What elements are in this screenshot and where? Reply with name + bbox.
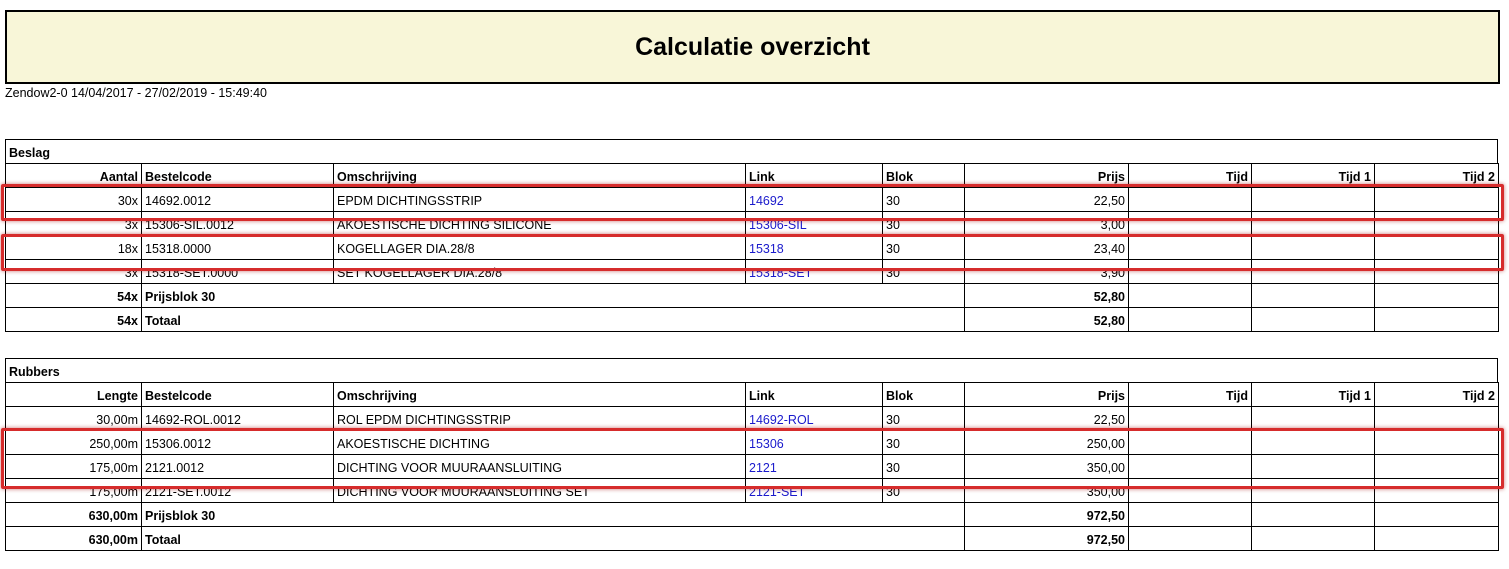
cell-tijd-2 — [1375, 260, 1499, 284]
cell-omschrijving: SET KOGELLAGER DIA.28/8 — [334, 260, 746, 284]
table-row — [6, 407, 1499, 431]
cell-link[interactable]: 15306 — [746, 431, 883, 455]
column-header-tijd-1: Tijd 1 — [1252, 164, 1375, 188]
prijsblok-row — [6, 503, 1499, 527]
cell-bestelcode: 14692-ROL.0012 — [142, 407, 334, 431]
column-header-link: Link — [746, 164, 883, 188]
cell-tijd-2 — [1375, 212, 1499, 236]
cell-blok: 30 — [883, 188, 965, 212]
cell-tijd-1 — [1252, 503, 1375, 527]
cell-omschrijving: EPDM DICHTINGSSTRIP — [334, 188, 746, 212]
rubbers-table — [5, 382, 1499, 551]
cell-blok: 30 — [883, 212, 965, 236]
cell-tijd — [1129, 260, 1252, 284]
cell-blok: 30 — [883, 407, 965, 431]
cell-tijd — [1129, 431, 1252, 455]
cell-aantal: 30x — [6, 188, 142, 212]
cell-bestelcode: 15306.0012 — [142, 431, 334, 455]
cell-omschrijving: KOGELLAGER DIA.28/8 — [334, 236, 746, 260]
table-header-row — [6, 383, 1499, 407]
table-row — [6, 236, 1499, 260]
cell-lengte: 175,00m — [6, 455, 142, 479]
prijsblok-quantity: 54x — [6, 284, 142, 308]
column-header-tijd-2: Tijd 2 — [1375, 164, 1499, 188]
cell-tijd-2 — [1375, 455, 1499, 479]
cell-prijs: 3,00 — [965, 212, 1129, 236]
cell-bestelcode: 2121.0012 — [142, 455, 334, 479]
cell-link[interactable]: 15306-SIL — [746, 212, 883, 236]
cell-tijd-1 — [1252, 479, 1375, 503]
column-header-aantal: Aantal — [6, 164, 142, 188]
cell-blok: 30 — [883, 479, 965, 503]
totaal-label: Totaal — [142, 527, 965, 551]
cell-tijd — [1129, 308, 1252, 332]
cell-prijs: 350,00 — [965, 479, 1129, 503]
cell-lengte: 175,00m — [6, 479, 142, 503]
column-header-tijd-2: Tijd 2 — [1375, 383, 1499, 407]
cell-tijd-1 — [1252, 260, 1375, 284]
cell-link[interactable]: 15318-SET — [746, 260, 883, 284]
cell-tijd — [1129, 236, 1252, 260]
cell-tijd — [1129, 284, 1252, 308]
cell-prijs: 23,40 — [965, 236, 1129, 260]
cell-tijd-1 — [1252, 527, 1375, 551]
totaal-quantity: 630,00m — [6, 527, 142, 551]
report-title-box — [5, 10, 1500, 84]
beslag-table — [5, 163, 1499, 332]
column-header-tijd-1: Tijd 1 — [1252, 383, 1375, 407]
cell-blok: 30 — [883, 455, 965, 479]
column-header-tijd: Tijd — [1129, 383, 1252, 407]
totaal-prijs: 972,50 — [965, 527, 1129, 551]
cell-tijd — [1129, 455, 1252, 479]
cell-prijs: 250,00 — [965, 431, 1129, 455]
report-subtitle: Zendow2-0 14/04/2017 - 27/02/2019 - 15:49:40 — [5, 86, 268, 100]
table-row — [6, 455, 1499, 479]
totaal-label: Totaal — [142, 308, 965, 332]
cell-tijd-1 — [1252, 236, 1375, 260]
cell-tijd-1 — [1252, 407, 1375, 431]
cell-blok: 30 — [883, 236, 965, 260]
cell-tijd-2 — [1375, 527, 1499, 551]
cell-tijd-1 — [1252, 455, 1375, 479]
column-header-omschrijving: Omschrijving — [334, 383, 746, 407]
totaal-row — [6, 527, 1499, 551]
cell-tijd-2 — [1375, 284, 1499, 308]
cell-tijd-1 — [1252, 188, 1375, 212]
cell-bestelcode: 15318-SET.0000 — [142, 260, 334, 284]
column-header-bestelcode: Bestelcode — [142, 383, 334, 407]
prijsblok-label: Prijsblok 30 — [142, 503, 965, 527]
prijsblok-row — [6, 284, 1499, 308]
cell-omschrijving: AKOESTISCHE DICHTING — [334, 431, 746, 455]
cell-link[interactable]: 2121-SET — [746, 479, 883, 503]
cell-tijd — [1129, 527, 1252, 551]
table-row — [6, 479, 1499, 503]
column-header-blok: Blok — [883, 164, 965, 188]
cell-aantal: 18x — [6, 236, 142, 260]
cell-tijd — [1129, 479, 1252, 503]
cell-tijd-1 — [1252, 308, 1375, 332]
cell-tijd — [1129, 503, 1252, 527]
section-title-rubbers: Rubbers — [5, 358, 1498, 382]
column-header-omschrijving: Omschrijving — [334, 164, 746, 188]
cell-tijd — [1129, 407, 1252, 431]
section-title-beslag: Beslag — [5, 139, 1498, 163]
table-row — [6, 212, 1499, 236]
totaal-quantity: 54x — [6, 308, 142, 332]
column-header-bestelcode: Bestelcode — [142, 164, 334, 188]
cell-bestelcode: 2121-SET.0012 — [142, 479, 334, 503]
cell-aantal: 3x — [6, 260, 142, 284]
cell-omschrijving: AKOESTISCHE DICHTING SILICONE — [334, 212, 746, 236]
table-header-row — [6, 164, 1499, 188]
cell-bestelcode: 14692.0012 — [142, 188, 334, 212]
prijsblok-label: Prijsblok 30 — [142, 284, 965, 308]
cell-link[interactable]: 14692 — [746, 188, 883, 212]
section-beslag — [5, 139, 1498, 332]
column-header-blok: Blok — [883, 383, 965, 407]
column-header-prijs: Prijs — [965, 383, 1129, 407]
prijsblok-prijs: 52,80 — [965, 284, 1129, 308]
cell-tijd-2 — [1375, 236, 1499, 260]
column-header-tijd: Tijd — [1129, 164, 1252, 188]
prijsblok-prijs: 972,50 — [965, 503, 1129, 527]
cell-tijd-2 — [1375, 407, 1499, 431]
cell-prijs: 3,90 — [965, 260, 1129, 284]
section-rubbers — [5, 358, 1498, 551]
cell-omschrijving: DICHTING VOOR MUURAANSLUITING — [334, 455, 746, 479]
cell-tijd-1 — [1252, 431, 1375, 455]
cell-link[interactable]: 14692-ROL — [746, 407, 883, 431]
cell-tijd-2 — [1375, 188, 1499, 212]
cell-blok: 30 — [883, 431, 965, 455]
cell-tijd-2 — [1375, 479, 1499, 503]
table-row — [6, 188, 1499, 212]
table-row — [6, 260, 1499, 284]
prijsblok-quantity: 630,00m — [6, 503, 142, 527]
cell-aantal: 3x — [6, 212, 142, 236]
cell-bestelcode: 15318.0000 — [142, 236, 334, 260]
cell-link[interactable]: 2121 — [746, 455, 883, 479]
cell-lengte: 250,00m — [6, 431, 142, 455]
cell-tijd — [1129, 188, 1252, 212]
cell-omschrijving: DICHTING VOOR MUURAANSLUITING SET — [334, 479, 746, 503]
cell-blok: 30 — [883, 260, 965, 284]
column-header-prijs: Prijs — [965, 164, 1129, 188]
table-row — [6, 431, 1499, 455]
cell-prijs: 22,50 — [965, 407, 1129, 431]
totaal-prijs: 52,80 — [965, 308, 1129, 332]
cell-prijs: 22,50 — [965, 188, 1129, 212]
cell-tijd-2 — [1375, 431, 1499, 455]
cell-tijd-2 — [1375, 308, 1499, 332]
column-header-lengte: Lengte — [6, 383, 142, 407]
cell-tijd — [1129, 212, 1252, 236]
cell-tijd-1 — [1252, 284, 1375, 308]
cell-tijd-1 — [1252, 212, 1375, 236]
cell-tijd-2 — [1375, 503, 1499, 527]
column-header-link: Link — [746, 383, 883, 407]
cell-omschrijving: ROL EPDM DICHTINGSSTRIP — [334, 407, 746, 431]
cell-bestelcode: 15306-SIL.0012 — [142, 212, 334, 236]
cell-lengte: 30,00m — [6, 407, 142, 431]
cell-link[interactable]: 15318 — [746, 236, 883, 260]
totaal-row — [6, 308, 1499, 332]
cell-prijs: 350,00 — [965, 455, 1129, 479]
report-title: Calculatie overzicht — [635, 32, 870, 61]
